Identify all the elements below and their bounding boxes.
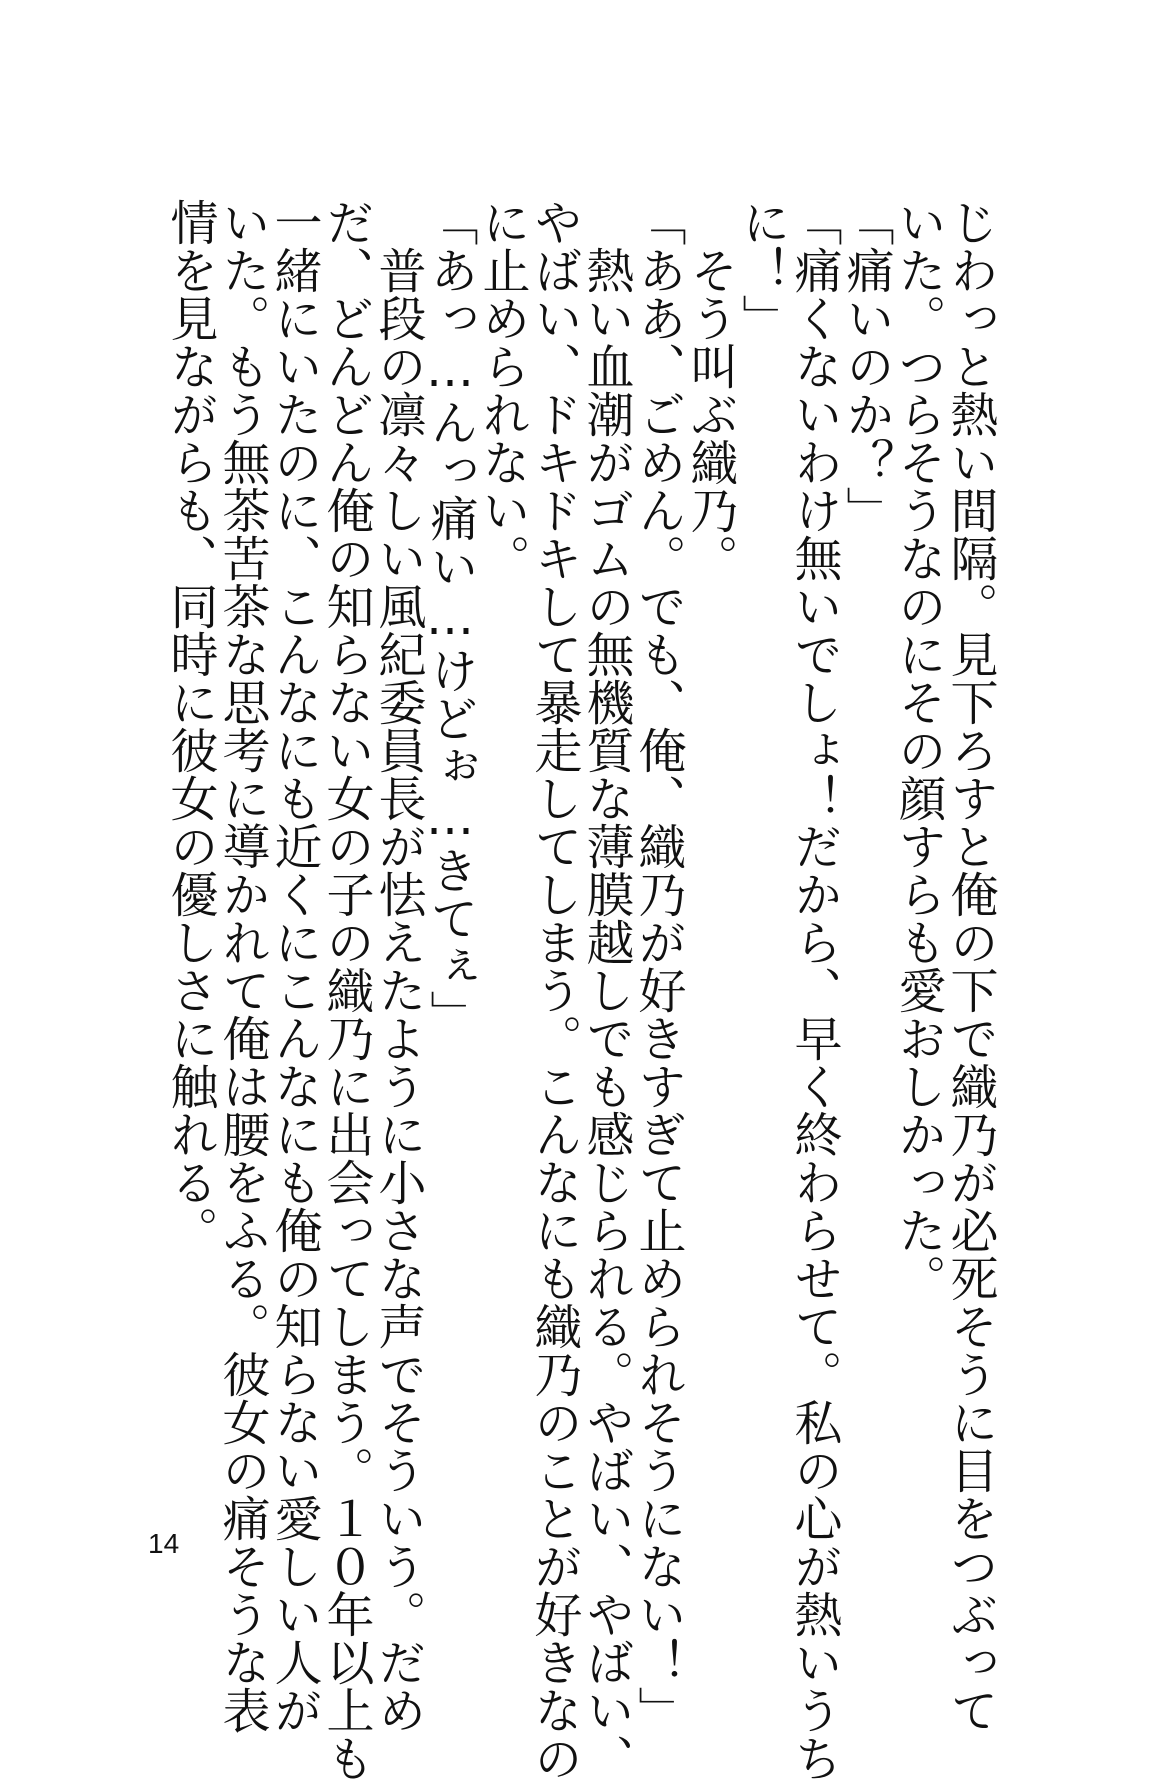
text-line: に！」 — [734, 198, 790, 342]
text-line: いた。つらそうなのにその顔すらも愛おしかった。 — [890, 198, 946, 1302]
text-line: 情を見ながらも、同時に彼女の優しさに触れる。 — [162, 198, 218, 1254]
text-line: やばい、ドキドキして暴走してしまう。こんなにも織乃のことが好きなの — [526, 198, 582, 1782]
text-line: 「痛くないわけ無いでしょ！だから、早く終わらせて。私の心が熱いうち — [786, 198, 842, 1782]
text-line: そう叫ぶ織乃。 — [682, 198, 738, 582]
text-line: 熱い血潮がゴムの無機質な薄膜越しでも感じられる。やばい、やばい、 — [578, 198, 634, 1782]
text-line: 「痛いのか？」 — [838, 198, 894, 534]
page-number: 14 — [148, 1528, 180, 1559]
text-line: じわっと熱い間隔。見下ろすと俺の下で織乃が必死そうに目をつぶって — [942, 198, 998, 1734]
text-line: に止められない。 — [474, 198, 530, 582]
text-line: だ、どんどん俺の知らない女の子の織乃に出会ってしまう。１０年以上も — [318, 198, 374, 1782]
text-line: 一緒にいたのに、こんなにも近くにこんなにも俺の知らない愛しい人が — [266, 198, 322, 1734]
text-line: 「あっ…んっ痛い…けどぉ…きてぇ」 — [422, 198, 478, 1038]
text-line: いた。もう無茶苦茶な思考に導かれて俺は腰をふる。彼女の痛そうな表 — [214, 198, 270, 1734]
text-line: 「ああ、ごめん。でも、俺、織乃が好きすぎて止められそうにない！」 — [630, 198, 686, 1734]
text-line: 普段の凛々しい風紀委員長が怯えたように小さな声でそういう。だめ — [370, 198, 426, 1734]
